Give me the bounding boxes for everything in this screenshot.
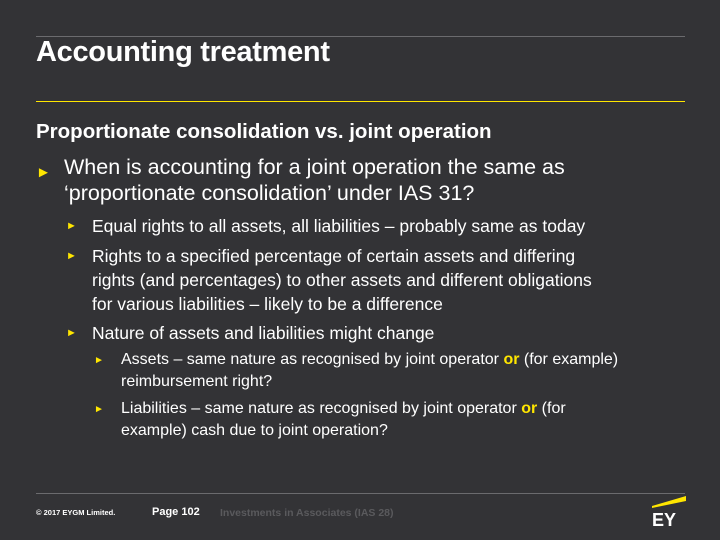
subpoint-liabilities-text-end: (for xyxy=(537,400,566,417)
subpoint-assets-line-2: reimbursement right? xyxy=(121,373,273,390)
or-highlight: or xyxy=(521,400,538,417)
title-underline xyxy=(36,101,685,102)
point-specified-percentage-line-3: for various liabilities – likely to be a difference xyxy=(92,294,443,314)
bullet-arrow-icon: ► xyxy=(66,220,77,232)
point-equal-rights: Equal rights to all assets, all liabilities – probably same as today xyxy=(92,216,586,236)
subpoint-assets-text: Assets – same nature as recognised by joint operator xyxy=(121,351,504,368)
point-nature-change: Nature of assets and liabilities might change xyxy=(92,323,435,343)
bullet-arrow-icon: ► xyxy=(94,355,104,366)
ey-logo-beam xyxy=(652,496,686,508)
subpoint-assets-text-end: (for example) xyxy=(519,351,619,368)
ey-logo-text: EY xyxy=(652,510,677,528)
bullet-arrow-icon: ► xyxy=(66,250,77,262)
subpoint-liabilities-text: Liabilities – same nature as recognised by joint operator xyxy=(121,400,522,417)
subpoint-liabilities-line-1 xyxy=(121,398,566,420)
bullet-arrow-icon: ► xyxy=(36,164,51,181)
bullet-arrow-icon: ► xyxy=(66,327,77,339)
copyright-notice: © 2017 EYGM Limited. xyxy=(36,508,116,517)
slide-subtitle: Proportionate consolidation vs. joint operation xyxy=(36,120,492,143)
point-specified-percentage-line-1: Rights to a specified percentage of certain assets and differing xyxy=(92,246,576,266)
subpoint-liabilities-line-2: example) cash due to joint operation? xyxy=(121,422,388,439)
ey-logo xyxy=(648,492,690,528)
or-highlight: or xyxy=(503,351,520,368)
subpoint-assets-line-1 xyxy=(121,349,618,371)
deck-title: Investments in Associates (IAS 28) xyxy=(220,507,394,519)
bullet-arrow-icon: ► xyxy=(94,404,104,415)
question-line-2: ‘proportionate consolidation’ under IAS 31? xyxy=(64,181,475,205)
point-specified-percentage-line-2: rights (and percentages) to other assets and different obligations xyxy=(92,270,592,290)
footer-divider xyxy=(36,493,685,494)
page-number: Page 102 xyxy=(152,506,200,518)
slide-title: Accounting treatment xyxy=(36,36,330,68)
question-line-1: When is accounting for a joint operation the same as xyxy=(64,155,565,179)
